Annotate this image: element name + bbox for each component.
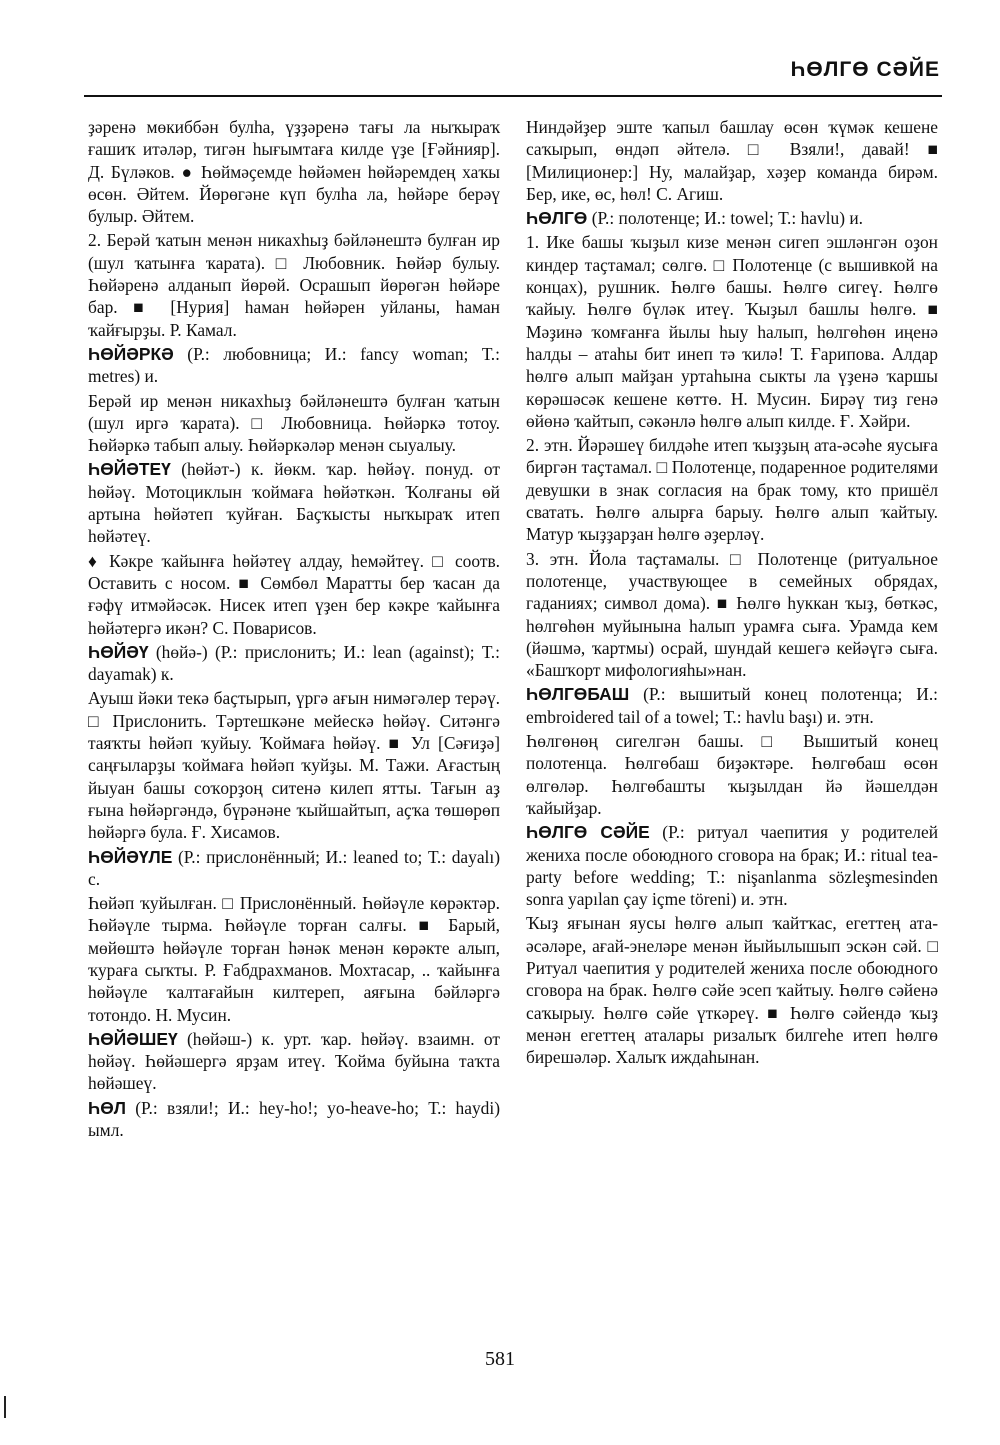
headword: ҺӨЙӘҮ bbox=[88, 641, 149, 662]
headword: ҺӨЙӘҮЛЕ bbox=[88, 846, 173, 867]
entry-paragraph bbox=[526, 231, 938, 432]
dictionary-entry bbox=[526, 207, 938, 229]
dictionary-entry bbox=[88, 343, 500, 388]
entry-text: Һөлгөнөң сигелгән башы. □ Вышитый конец полотенца. Һөлгөбаш биҙәктәре. Һөлгөбаш өсөн өлгөләр. Һөлгөбашты ҡыҙылдан йә йәшелдән ҡайыйҙар. bbox=[526, 731, 938, 818]
entry-text: 2. Берәй ҡатын менән никахһыҙ бәйләнештә булған ир (шул ҡатынға ҡарата). □ Любовник. Һөйәр булыу. Һөйәренә алданып йөрөй. Осрашып йөрөгән һөйәре бар. ■ [Нурия] һаман һөйәрен уйланы, һаман ҡайғырҙы. Р. Камал. bbox=[88, 230, 500, 340]
headword: ҺӨЙӘТЕҮ bbox=[88, 459, 171, 480]
entry-text: (һөйәт-) к. йөкм. ҡар. һөйәү. понуд. от һөйәү. Мотоциклын ҡоймаға һөйәткән. Ҡолғаны өй артына һөйәтеп ҡуйған. Баҫҡысты ныҡыраҡ итеп һөйәтеү. bbox=[88, 459, 500, 547]
right-column bbox=[526, 116, 938, 1068]
entry-text: ♦ Кәкре ҡайынға һөйәтеү алдау, һемәйтеү. □ соотв. Оставить с носом. ■ Сөмбөл Маратты бер ҡасан да ғәфү итмәйәсәк. Нисек итеп үҙен бер кәкре ҡайынға һөйәтергә икән? С. Поварисов. bbox=[88, 550, 500, 638]
headword: ҺӨЛГӨ bbox=[526, 208, 588, 229]
headword: ҺӨЛ bbox=[88, 1097, 126, 1118]
entry-paragraph bbox=[88, 687, 500, 843]
entry-text: ҙәренә мөкиббән булһа, үҙҙәренә тағы ла ныҡыраҡ ғашиҡ итәләр, тигән һығымтаға килдe үҙе [Ғәйнияр]. Д. Бүләков. ● Һөймәҫемде һөйәмен һөйәремдең хаҡы өсөн. Әйтем. Йөрөгәне күп булһа ла, һөйәре берәү булыр. Әйтем. bbox=[88, 117, 500, 227]
entry-paragraph bbox=[88, 229, 500, 340]
entry-text: (Р.: любовница; И.: fancy woman; Т.: metres) и. bbox=[88, 343, 500, 387]
entry-text: 3. этн. Йола таҫтамалы. □ Полотенце (ритуальное полотенце, участвующее в семейных обрядах, гаданиях; символ дома). ■ Һөлгө һуккан ҡыҙ, бөткәс, һөлгөһөн муйынына һалып урамға сыға. Урамда кем (йәшмә, ҡартмы) осрай, шундай кешегә кейәүгә сыға. «Башҡорт мифологияһы»нан. bbox=[526, 548, 938, 681]
entry-text: (Р.: ритуал чаепития у родителей жениха после обоюдного сговора на брак; И.: ritual tea-party before wedding; Т.: nişanlanma sözleşmesinden sonra yapılan çay içme töreni) и. этн. bbox=[526, 822, 938, 910]
entry-paragraph bbox=[526, 912, 938, 1068]
entry-paragraph bbox=[526, 730, 938, 819]
left-column bbox=[88, 116, 500, 1141]
entry-text: 2. этн. Йәрәшеү билдәһе итеп ҡыҙҙың ата-әсәһе яусыға биргән таҫтамал. □ Полотенце, подаренное родителями девушки в знак согласия на брак тому, кто пришёл сватать. Һөлгө алырға барыу. Һөлгө алып ҡайтыу. Матур ҡыҙҙарҙан һөлгө әҙерләү. bbox=[526, 435, 938, 545]
dictionary-entry bbox=[88, 458, 500, 547]
headword: ҺӨЙӘРКӘ bbox=[88, 343, 174, 364]
entry-text: (һөйәш-) к. урт. ҡар. һөйәү. взаимн. от һөйәү. Һөйәшергә ярҙам итеү. Ҡойма буйына таҡта һөйәшеү. bbox=[88, 1028, 500, 1094]
entry-text: Ниндәйҙер эште ҡапыл башлау өсөн ҡүмәк кешене саҡырып, өндәп әйтелә. □ Взяли!, давай! ■ [Милиционер:] Ну, малайҙар, хәҙер команда бирәм. Бер, ике, өс, һөл! С. Агиш. bbox=[526, 117, 938, 204]
scan-edge-mark bbox=[4, 1396, 6, 1418]
entry-text: (һөйә-) (Р.: прислонить; И.: lean (against); Т.: dayamak) к. bbox=[88, 641, 500, 685]
entry-paragraph bbox=[88, 892, 500, 1026]
entry-text: (Р.: взяли!; И.: hey-ho!; yo-heave-ho; Т.: haydi) ымл. bbox=[88, 1097, 500, 1141]
dictionary-entry bbox=[88, 846, 500, 891]
dictionary-entry bbox=[88, 1097, 500, 1142]
entry-text: (Р.: вышитый конец полотенца; И.: embroidered tail of a towel; Т.: havlu başı) и. этн. bbox=[526, 684, 938, 727]
entry-paragraph bbox=[526, 434, 938, 545]
header-rule bbox=[84, 95, 942, 97]
entry-paragraph bbox=[88, 390, 500, 457]
dictionary-entry bbox=[88, 1028, 500, 1095]
running-header: ҺӨЛГӨ СӘЙЕ bbox=[790, 58, 940, 81]
page-number: 581 bbox=[485, 1348, 515, 1370]
entry-text: 1. Ике башы ҡыҙыл кизе менән сигеп эшләнгән оҙон киндер таҫтамал; сөлгө. □ Полотенце (с вышивкой на концах), рушник. Һөлгө башы. Һөлгө сигеү. Һөлгө ҡайыу. Һөлгө бүләк итеү. Ҡыҙыл башлы һөлгө. ■ Мәҙинә ҡомғанға йылы һыу һалып, һөлгөһөн иңенә һалды – атаһы бит инеп тә ҡилә! Т. Ғарипова. Алдар һөлгө алып майҙан уртаһына сыкты ла үҙенә ҡаршы көрәшәсәк кешене көттө. Н. Мусин. Бирәү тиҙ генә өйөнә ҡайтып, сәкәнлә һөлгө алып килдe. Ғ. Хәйри. bbox=[526, 232, 938, 431]
entry-paragraph bbox=[526, 116, 938, 205]
entry-text: Ауыш йәки текә баҫтырып, үргә ағын нимәгәлер терәү. □ Прислонить. Тәртешкәне мейескә һөйәү. Ситәнгә таяҡты һөйәп ҡуйыу. Ҡоймаға һөйәү. ■ Ул [Сәғиҙә] саңғыларҙы ҡоймаға һөйәп ҡуйҙы. М. Тажи. Ағастың йыуан башы соҡорҙоң ситенә килеп ятты. Тағын аҙ ғына һөйәргәндә, бүрәнәне ҡыйшайтып, аҫҡа төшөрөп һөйәргә була. Ғ. Хисамов. bbox=[88, 688, 500, 843]
entry-paragraph bbox=[88, 550, 500, 639]
entry-text: Берәй ир менән никахһыҙ бәйләнештә булған ҡатын (шул иргә ҡарата). □ Любовница. Һөйәркә тотоу. Һөйәркә табып алыу. Һөйәркәләр менән сыуалыу. bbox=[88, 390, 500, 456]
entry-paragraph bbox=[88, 116, 500, 227]
headword: ҺӨЙӘШЕҮ bbox=[88, 1028, 178, 1049]
dictionary-entry bbox=[88, 641, 500, 686]
entry-paragraph bbox=[526, 548, 938, 682]
headword: ҺӨЛГӨ СӘЙЕ bbox=[526, 822, 650, 843]
entry-text: Ҡыҙ яғынан яусы һөлгө алып ҡайтҡас, егеттең ата-әсәләре, ағай-энеләре менән йыйылышып эскән сәй. □ Ритуал чаепития у родителей жениха после обоюдного сговора на брак. Һөлгө сәйе эсеп ҡайтыу. Һөлгө сәйенә саҡырыу. Һөлгө сәйе үткәреү. ■ Һөлгө сәйендә ҡыҙ менән егеттең аталары ризалыҡ билгеһе итеп һөлгө бирешәләр. Халыҡ иждаһынан. bbox=[526, 913, 938, 1068]
dictionary-entry bbox=[526, 821, 938, 910]
entry-text: (Р.: прислонённый; И.: leaned to; Т.: dayalı) с. bbox=[88, 846, 500, 889]
entry-text: Һөйәп ҡуйылған. □ Прислонённый. Һөйәүле көрәктәр. Һөйәүле тырма. Һөйәүле торған салғы. ■ Барый, мөйөштә һөйәүле торған һәнәк менән көрәкте алып, ҡураға сыҡты. Р. Ғабдрахманов. Мохтасар, .. ҡайынға һөйәүле ҡалтағайын килтереп, аяғына бәйләргә тотондо. Н. Мусин. bbox=[88, 893, 500, 1025]
entry-text: (Р.: полотенце; И.: towel; Т.: havlu) и. bbox=[587, 208, 863, 229]
dictionary-entry bbox=[526, 683, 938, 728]
headword: ҺӨЛГӨБАШ bbox=[526, 684, 630, 705]
